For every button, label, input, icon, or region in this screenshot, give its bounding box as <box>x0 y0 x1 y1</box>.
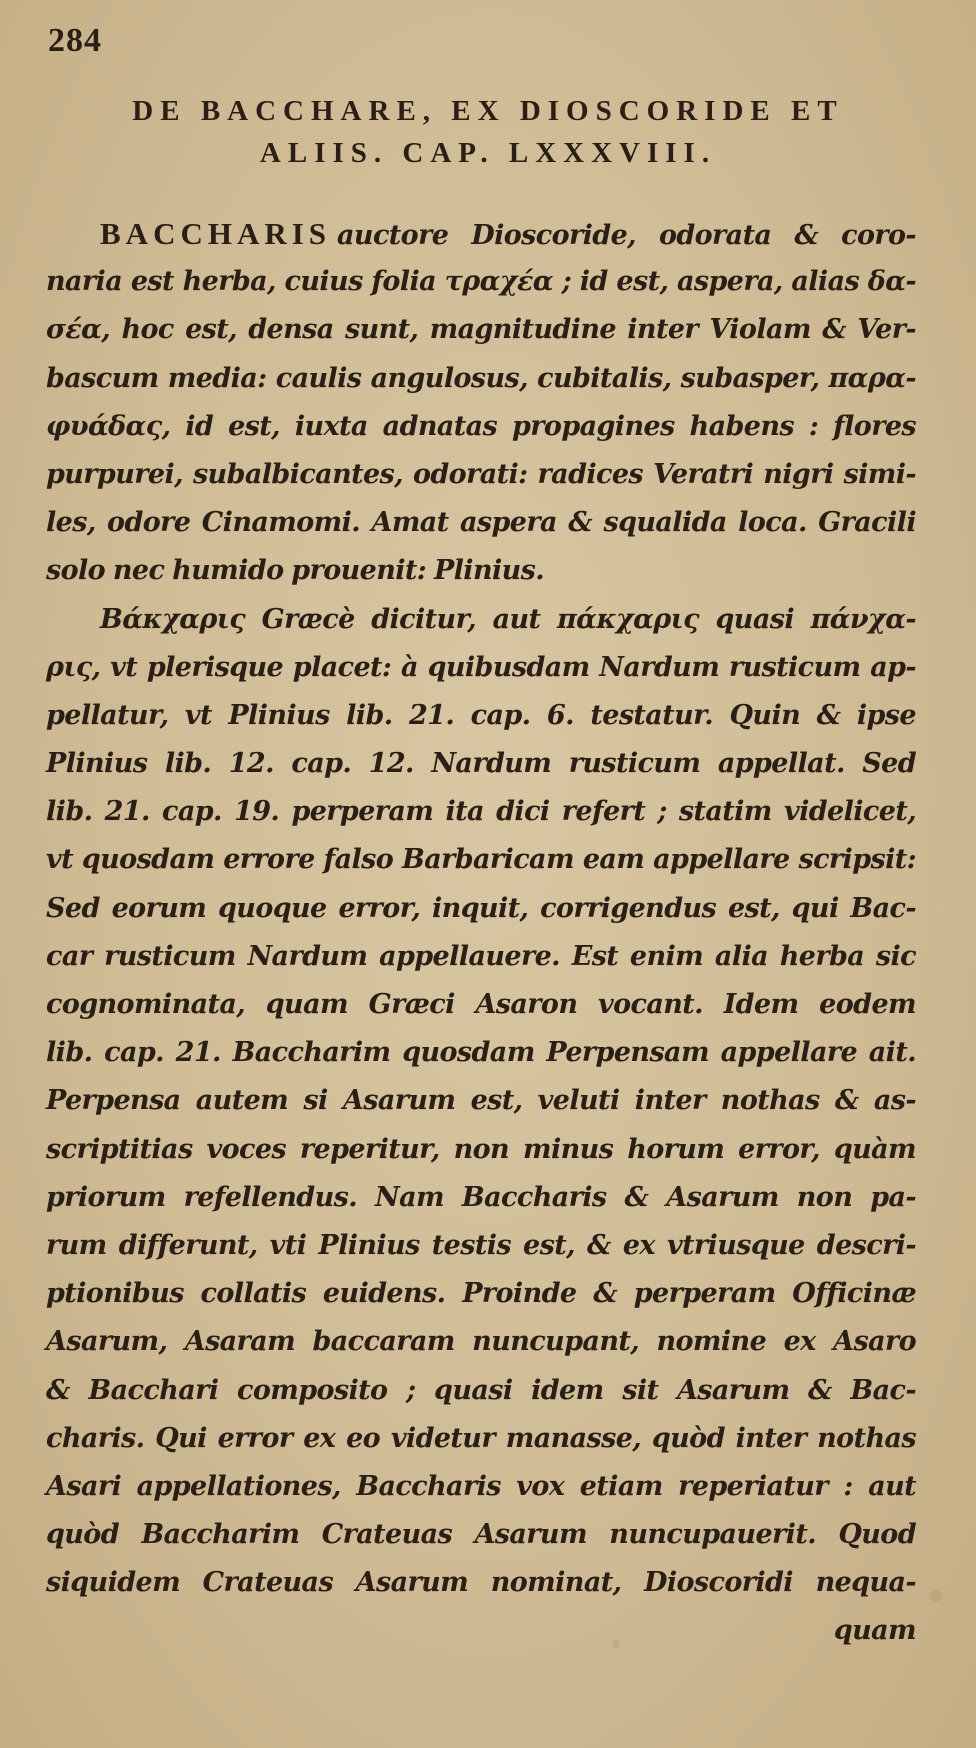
text-line: solo nec humido prouenit: Plinius. <box>46 555 545 587</box>
text-line: car rusticum Nardum appellauere. Est enim alia herba sic <box>46 940 916 972</box>
text-line: ptionibus collatis euidens. Proinde & perperam Officinæ <box>46 1278 916 1310</box>
text-line: siquidem Crateuas Asarum nominat, Dioscoridi nequa- <box>46 1567 916 1599</box>
text-line: purpurei, subalbicantes, odorati: radices Veratri nigri simi- <box>46 458 916 490</box>
chapter-heading-line-1: DE BACCHARE, EX DIOSCORIDE ET <box>132 95 844 127</box>
text-line: rum differunt, vti Plinius testis est, & ex vtriusque descri- <box>46 1229 916 1261</box>
chapter-text <box>46 210 916 1656</box>
text-line: les, odore Cinamomi. Amat aspera & squalida loca. Gracili <box>46 507 916 539</box>
text-line: ρις, vt plerisque placet: à quibusdam Nardum rusticum ap- <box>46 651 916 683</box>
chapter-heading <box>60 90 916 174</box>
text-line: pellatur, vt Plinius lib. 21. cap. 6. testatur. Quin & ipse <box>46 699 916 731</box>
text-line: quòd Baccharim Crateuas Asarum nuncupauerit. Quod <box>46 1519 916 1551</box>
text-line: priorum refellendus. Nam Baccharis & Asarum non pa- <box>46 1181 916 1213</box>
text-line: scriptitias voces reperitur, non minus horum error, quàm <box>46 1133 916 1165</box>
text-line: Plinius lib. 12. cap. 12. Nardum rusticum appellat. Sed <box>46 748 916 780</box>
text-line: Sed eorum quoque error, inquit, corrigendus est, qui Bac- <box>46 892 916 924</box>
text-line: bascum media: caulis angulosus, cubitalis, subasper, παρα- <box>46 362 916 394</box>
chapter-heading-line-2: ALIIS. CAP. LXXXVIII. <box>259 137 717 169</box>
text-line: Perpensa autem si Asarum est, veluti inter nothas & as- <box>46 1085 916 1117</box>
page-number: 284 <box>48 22 102 59</box>
text-line <box>46 210 916 258</box>
text-line: Asarum, Asaram baccaram nuncupant, nomine ex Asaro <box>46 1326 916 1358</box>
text-line: lib. cap. 21. Baccharim quosdam Perpensam appellare ait. <box>46 1037 916 1069</box>
text-line: charis. Qui error ex eo videtur manasse, quòd inter nothas <box>46 1422 916 1454</box>
text-line-content: auctore Dioscoride, odorata & coro- <box>337 220 916 251</box>
text-line: vt quosdam errore falso Barbaricam eam appellare scripsit: <box>46 844 916 876</box>
text-line: cognominata, quam Græci Asaron vocant. Idem eodem <box>46 989 916 1020</box>
text-line: & Bacchari composito ; quasi idem sit Asarum & Bac- <box>46 1374 916 1406</box>
text-line: φυάδας, id est, iuxta adnatas propagines habens : flores <box>46 410 916 442</box>
text-line: Asari appellationes, Baccharis vox etiam reperiatur : aut <box>46 1470 916 1502</box>
lead-word: BACCHARIS <box>100 216 332 251</box>
text-line: σέα, hoc est, densa sunt, magnitudine inter Violam & Ver- <box>46 314 916 346</box>
catchword: quam <box>833 1615 916 1647</box>
text-line: naria est herba, cuius folia τραχέα ; id est, aspera, alias δα- <box>46 266 916 298</box>
text-line: lib. 21. cap. 19. perperam ita dici refert ; statim videlicet, <box>46 796 916 828</box>
paper-stain <box>930 1590 942 1602</box>
text-line: Βάκχαρις Græcè dicitur, aut πάκχαρις quasi πάνχα- <box>100 603 916 635</box>
